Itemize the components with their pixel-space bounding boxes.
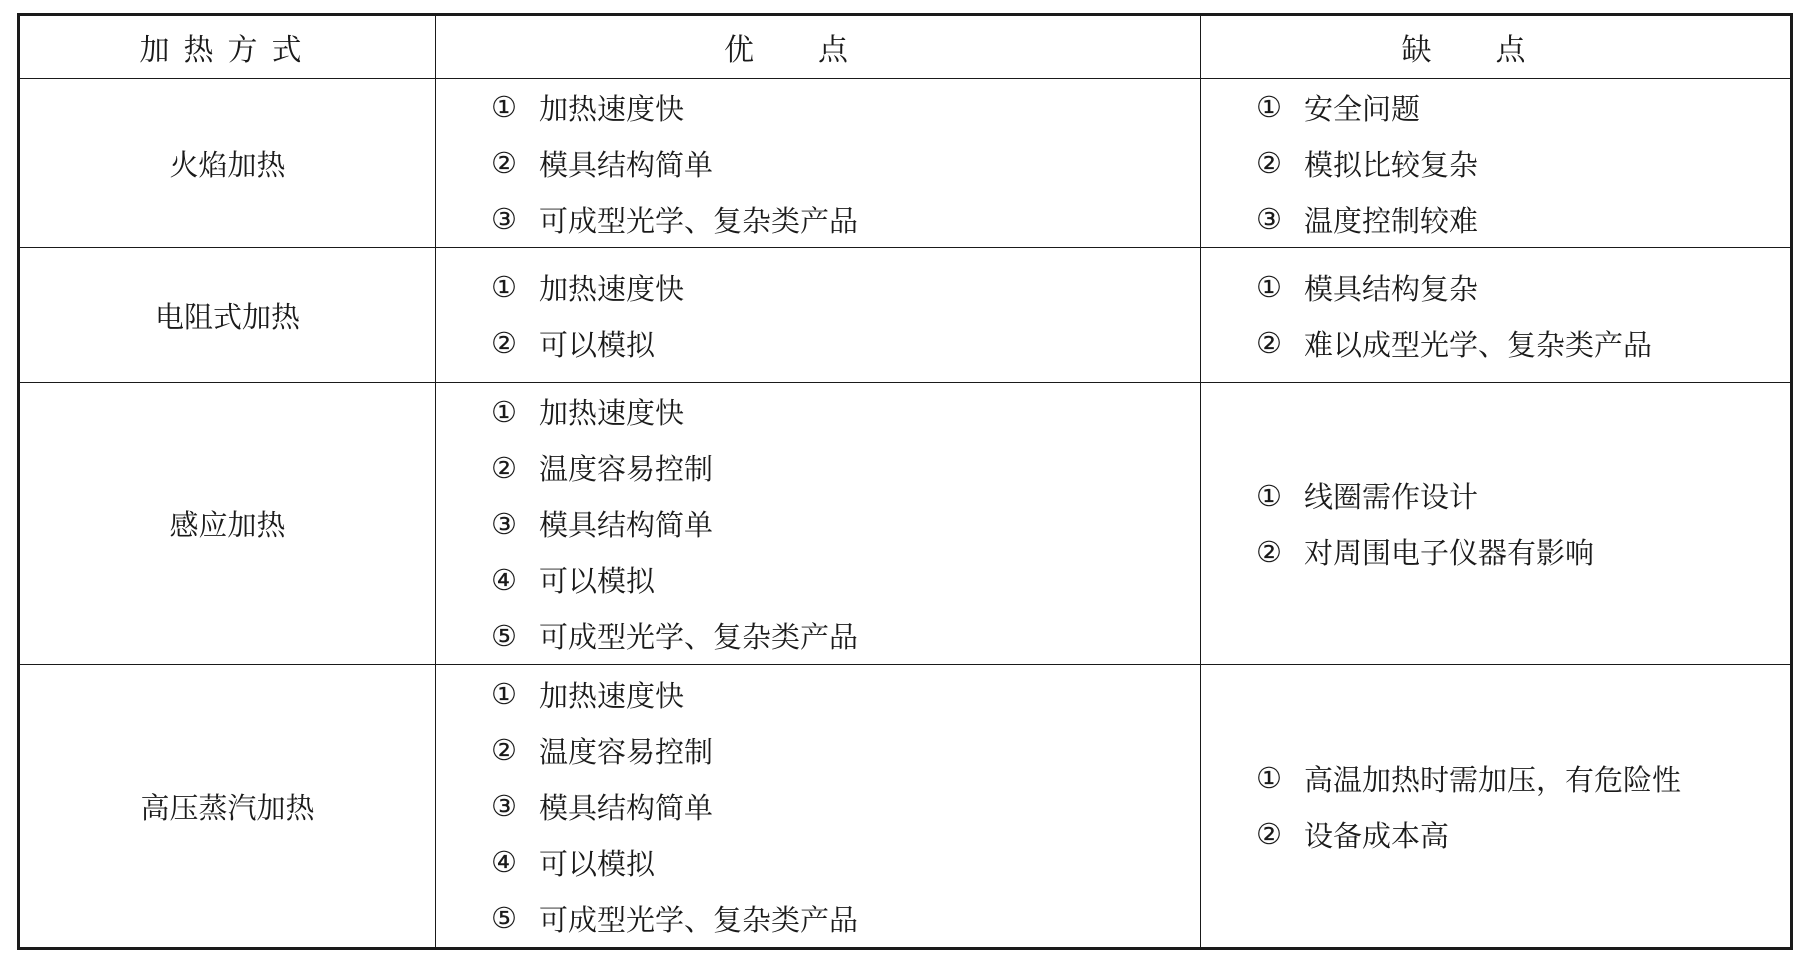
list-item — [491, 722, 1200, 778]
list-item — [1256, 79, 1790, 135]
item-text: 高温加热时需加压，有危险性 — [1304, 762, 1682, 797]
method-cell: 电阻式加热 — [19, 248, 436, 383]
advantages-list — [436, 259, 1200, 371]
advantages-cell — [436, 665, 1201, 949]
list-item — [1256, 259, 1790, 315]
item-text: 线圈需作设计 — [1304, 480, 1479, 514]
item-text: 模具结构简单 — [539, 508, 714, 542]
list-item — [491, 135, 1200, 191]
disadvantages-list — [1201, 259, 1790, 371]
item-text: 模具结构简单 — [539, 147, 714, 182]
item-number: ③ — [491, 506, 517, 541]
list-item — [491, 259, 1200, 315]
table-row — [19, 79, 1792, 248]
disadvantages-list — [1201, 750, 1790, 862]
advantages-list — [436, 79, 1200, 247]
header-disadvantages: 缺点 — [1201, 15, 1792, 79]
header-advantages: 优点 — [436, 15, 1201, 79]
item-text: 温度控制较难 — [1304, 203, 1479, 238]
list-item — [491, 384, 1200, 440]
item-number: ① — [491, 394, 517, 429]
item-text: 可成型光学、复杂类产品 — [539, 902, 859, 937]
list-item — [491, 778, 1200, 834]
disadvantages-cell — [1201, 79, 1792, 248]
item-text: 难以成型光学、复杂类产品 — [1304, 327, 1653, 362]
item-number: ③ — [1256, 202, 1282, 236]
list-item — [491, 496, 1200, 552]
item-number: ② — [491, 146, 517, 180]
item-number: ① — [1256, 761, 1282, 795]
item-number: ① — [1256, 90, 1282, 124]
item-number: ② — [1256, 534, 1282, 569]
list-item — [491, 890, 1200, 946]
item-text: 加热速度快 — [539, 91, 685, 126]
table-row — [19, 248, 1792, 383]
item-number: ① — [491, 677, 517, 711]
list-item — [491, 552, 1200, 608]
item-number: ④ — [491, 562, 517, 597]
list-item — [491, 79, 1200, 135]
item-number: ③ — [491, 789, 517, 823]
advantages-list — [436, 666, 1200, 946]
item-number: ① — [491, 90, 517, 124]
item-text: 模拟比较复杂 — [1304, 147, 1479, 182]
disadvantages-cell — [1201, 665, 1792, 949]
disadvantages-list — [1201, 79, 1790, 247]
list-item — [1256, 806, 1790, 862]
table-row — [19, 383, 1792, 665]
item-text: 可成型光学、复杂类产品 — [539, 203, 859, 238]
item-text: 可以模拟 — [539, 564, 656, 598]
heating-methods-table — [17, 13, 1793, 950]
item-number: ② — [1256, 146, 1282, 180]
method-cell: 感应加热 — [19, 383, 436, 665]
item-text: 温度容易控制 — [539, 452, 714, 486]
item-number: ② — [491, 733, 517, 767]
list-item — [491, 834, 1200, 890]
item-number: ③ — [491, 202, 517, 236]
item-number: ① — [491, 270, 517, 304]
item-text: 对周围电子仪器有影响 — [1304, 536, 1595, 570]
advantages-cell — [436, 383, 1201, 665]
item-number: ① — [1256, 478, 1282, 513]
disadvantages-cell — [1201, 248, 1792, 383]
disadvantages-list — [1201, 468, 1790, 580]
item-text: 加热速度快 — [539, 271, 685, 306]
list-item — [1256, 750, 1790, 806]
table-header-row — [19, 15, 1792, 79]
list-item — [491, 608, 1200, 664]
item-number: ⑤ — [491, 618, 517, 653]
list-item — [491, 440, 1200, 496]
item-number: ② — [1256, 326, 1282, 360]
item-text: 加热速度快 — [539, 678, 685, 713]
item-text: 可以模拟 — [539, 327, 656, 362]
header-method: 加热方式 — [19, 15, 436, 79]
disadvantages-cell — [1201, 383, 1792, 665]
item-text: 加热速度快 — [539, 396, 685, 430]
list-item — [1256, 524, 1790, 580]
list-item — [491, 191, 1200, 247]
advantages-cell — [436, 248, 1201, 383]
item-number: ② — [491, 450, 517, 485]
method-cell: 火焰加热 — [19, 79, 436, 248]
item-number: ② — [491, 326, 517, 360]
item-number: ⑤ — [491, 901, 517, 935]
list-item — [1256, 135, 1790, 191]
item-text: 可成型光学、复杂类产品 — [539, 620, 859, 654]
method-cell: 高压蒸汽加热 — [19, 665, 436, 949]
list-item — [491, 666, 1200, 722]
item-text: 可以模拟 — [539, 846, 656, 881]
advantages-list — [436, 384, 1200, 664]
item-text: 安全问题 — [1304, 91, 1421, 126]
item-text: 模具结构简单 — [539, 790, 714, 825]
list-item — [1256, 315, 1790, 371]
list-item — [1256, 468, 1790, 524]
item-text: 温度容易控制 — [539, 734, 714, 769]
table-row — [19, 665, 1792, 949]
item-number: ② — [1256, 817, 1282, 851]
list-item — [1256, 191, 1790, 247]
item-number: ① — [1256, 270, 1282, 304]
item-number: ④ — [491, 845, 517, 879]
list-item — [491, 315, 1200, 371]
item-text: 设备成本高 — [1304, 818, 1450, 853]
advantages-cell — [436, 79, 1201, 248]
item-text: 模具结构复杂 — [1304, 271, 1479, 306]
